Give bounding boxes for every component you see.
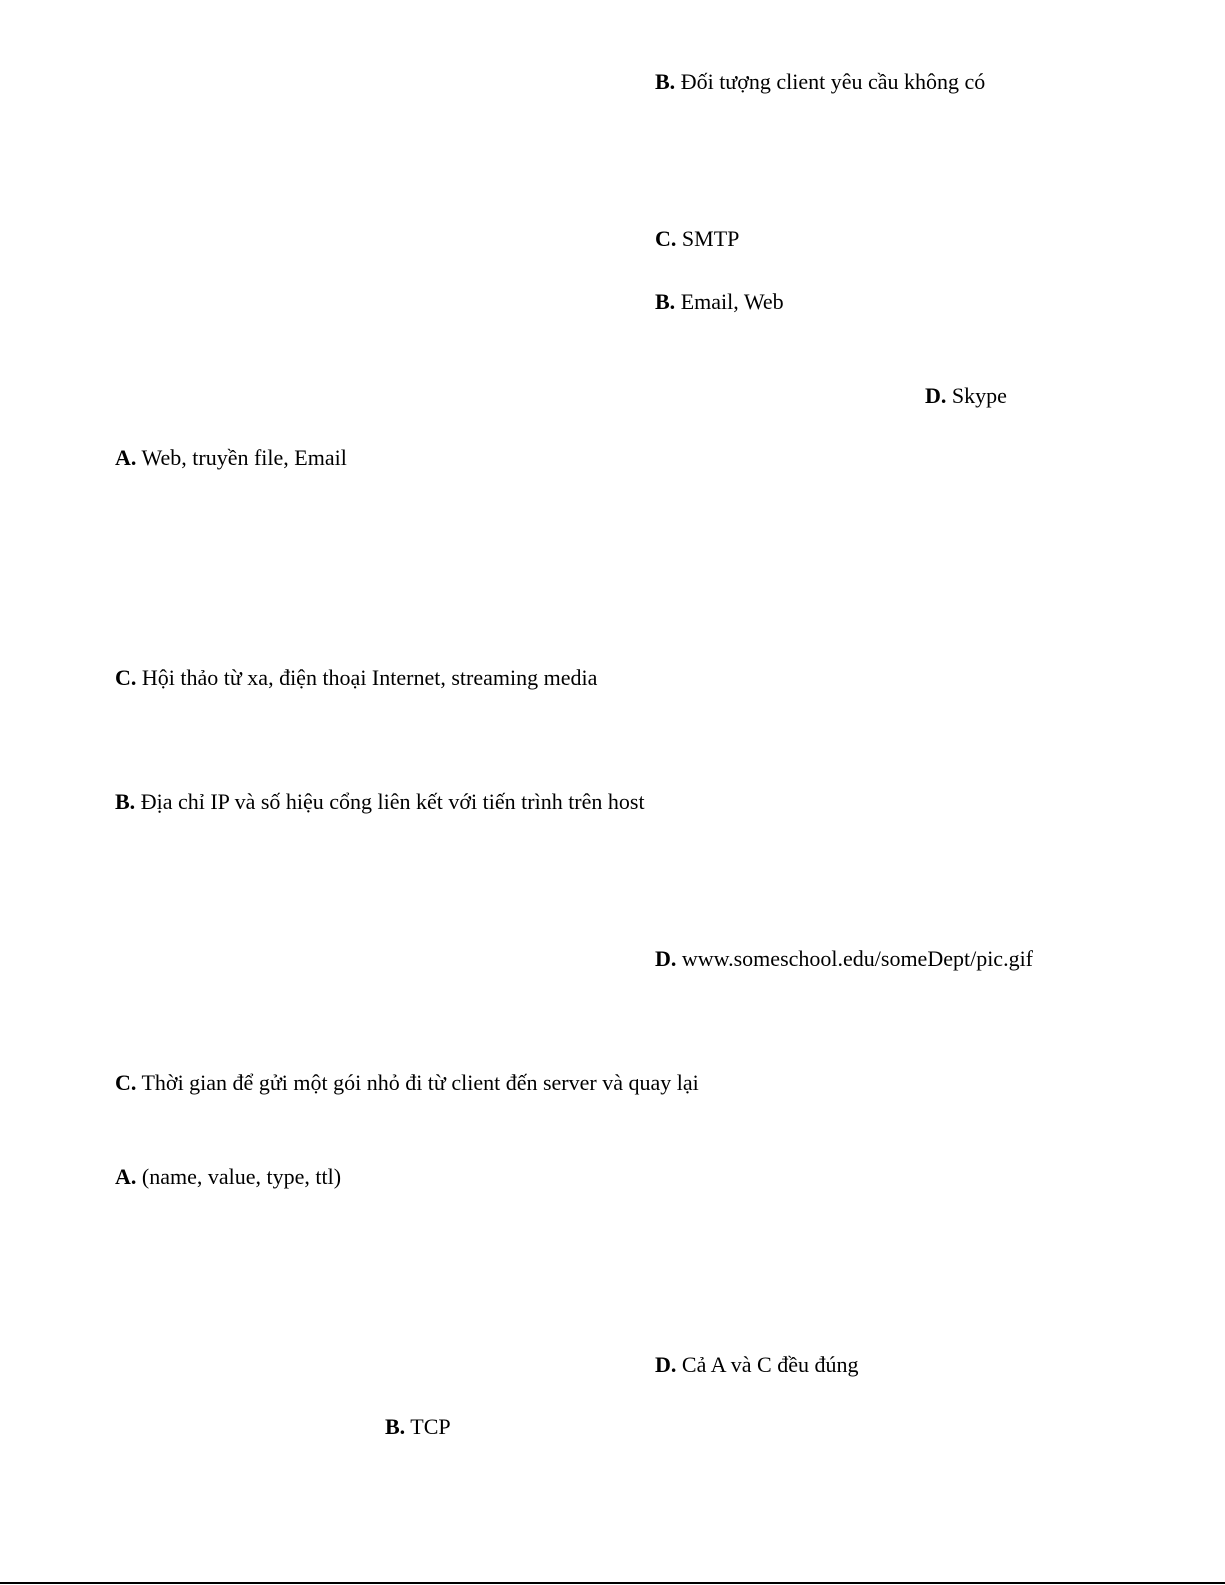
answer-letter: C. (115, 1070, 137, 1095)
answer-letter: C. (115, 665, 137, 690)
answer-text: Địa chỉ IP và số hiệu cổng liên kết với tiến trình trên host (135, 789, 645, 814)
answer-text: Skype (946, 383, 1007, 408)
answer-text: www.someschool.edu/someDept/pic.gif (676, 946, 1034, 971)
answer-letter: B. (115, 789, 136, 814)
answer-letter: C. (655, 226, 677, 251)
answer-letter: A. (115, 445, 137, 470)
answer-option (925, 382, 1007, 410)
answer-option (115, 1163, 341, 1191)
answer-letter: A. (115, 1164, 137, 1189)
answer-option (655, 68, 985, 96)
answer-letter: B. (655, 69, 676, 94)
answer-option (115, 664, 597, 692)
page-bottom-border (0, 1582, 1225, 1584)
answer-text: TCP (405, 1414, 451, 1439)
answer-letter: B. (655, 289, 676, 314)
answer-text: Thời gian để gửi một gói nhỏ đi từ client đến server và quay lại (136, 1070, 699, 1095)
answer-text: Cả A và C đều đúng (676, 1352, 859, 1377)
answer-option (655, 225, 739, 253)
answer-option (655, 1351, 859, 1379)
answer-text: Hội thảo từ xa, điện thoại Internet, streaming media (136, 665, 598, 690)
answer-option (385, 1413, 451, 1441)
answer-option (115, 444, 347, 472)
answer-letter: B. (385, 1414, 406, 1439)
answer-text: Web, truyền file, Email (136, 445, 347, 470)
answer-letter: D. (925, 383, 947, 408)
answer-option (115, 1069, 699, 1097)
answer-letter: D. (655, 1352, 677, 1377)
answer-text: (name, value, type, ttl) (136, 1164, 342, 1189)
answer-option (655, 945, 1033, 973)
answer-text: Đối tượng client yêu cầu không có (675, 69, 986, 94)
answer-option (655, 288, 784, 316)
answer-text: Email, Web (675, 289, 784, 314)
answer-letter: D. (655, 946, 677, 971)
answer-text: SMTP (676, 226, 740, 251)
answer-option (115, 788, 645, 816)
